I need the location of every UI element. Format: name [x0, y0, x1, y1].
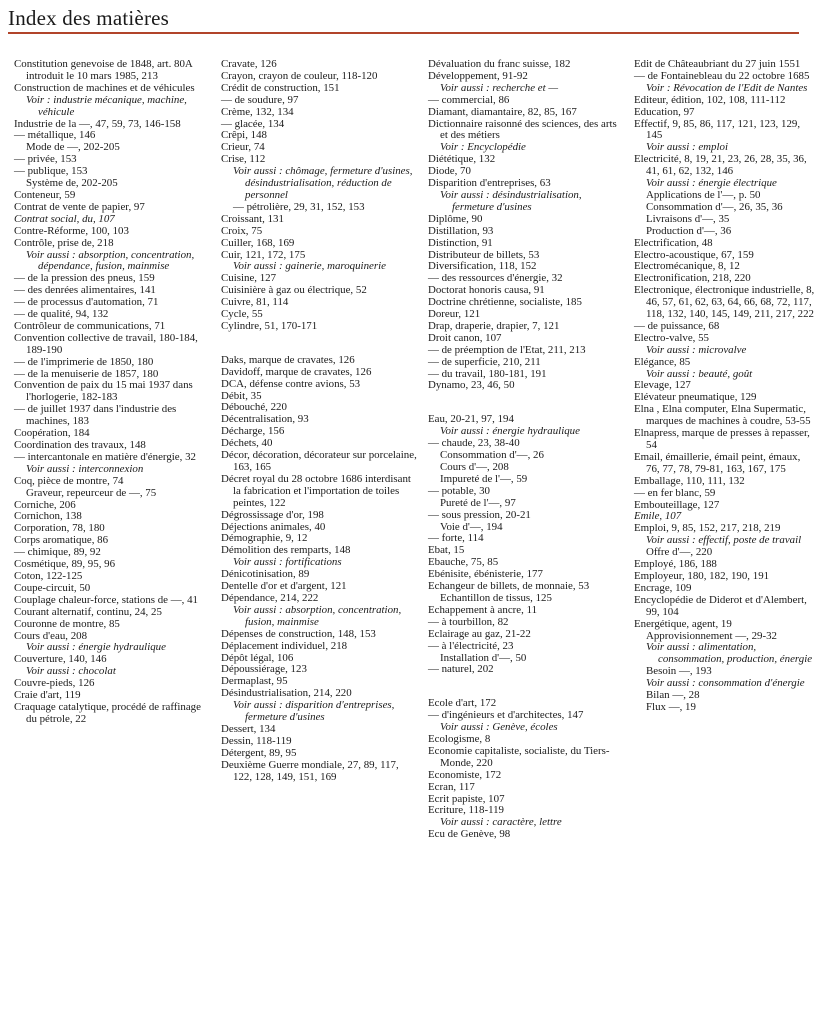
index-entry: Diététique, 132: [428, 153, 496, 166]
index-entry: Diplôme, 90: [428, 212, 483, 225]
index-entry: Dynamo, 23, 46, 50: [428, 379, 515, 392]
index-entry: Débouché, 220: [221, 401, 287, 414]
index-entry: Dépendance, 214, 222: [221, 591, 319, 604]
index-entry: Impureté de l'—, 59: [440, 472, 528, 485]
index-entry: Crème, 132, 134: [221, 105, 294, 118]
index-entry: Email, émaillerie, émail peint, émaux, 76, 77, 78, 79-81, 163, 167, 175: [634, 450, 801, 475]
index-entry: Economie capitaliste, socialiste, du Tiers-Monde, 220: [428, 744, 610, 769]
index-entry: Ecologisme, 8: [428, 733, 491, 746]
index-entry: Embouteillage, 127: [634, 498, 720, 511]
index-cross-reference: Voir aussi : chocolat: [26, 665, 116, 678]
index-entry: Livraisons d'—, 35: [646, 212, 730, 225]
index-entry: Ebat, 15: [428, 544, 465, 557]
index-entry: Encyclopédie de Diderot et d'Alembert, 99, 104: [634, 593, 807, 618]
index-entry: Graveur, repeurceur de —, 75: [26, 486, 157, 499]
index-cross-reference: Voir aussi : interconnexion: [26, 462, 144, 475]
index-entry: Corniche, 206: [14, 498, 76, 511]
index-entry: Installation d'—, 50: [440, 651, 527, 664]
index-entry: Décharge, 156: [221, 425, 285, 438]
index-entry: Eclairage au gaz, 21-22: [428, 627, 531, 640]
index-cross-reference: Voir aussi : chômage, fermeture d'usines, désindustrialisation, réduction de personnel: [233, 165, 413, 201]
index-entry: — en fer blanc, 59: [634, 486, 716, 499]
letter-group-gap: [428, 392, 624, 414]
index-entry: Dépôt légal, 106: [221, 651, 294, 664]
index-entry: Editeur, édition, 102, 108, 111-112: [634, 93, 786, 106]
index-entry: — de la menuiserie de 1857, 180: [14, 367, 159, 380]
index-entry: Désindustrialisation, 214, 220: [221, 687, 352, 700]
index-cross-reference: Voir aussi : effectif, poste de travail: [646, 534, 802, 547]
index-entry: Coupe-circuit, 50: [14, 581, 91, 594]
index-entry: Craquage catalytique, procédé de raffinage du pétrole, 22: [14, 700, 201, 725]
index-entry: Corporation, 78, 180: [14, 522, 105, 535]
index-entry: Croissant, 131: [221, 212, 284, 225]
index-entry: Contrôle, prise de, 218: [14, 236, 114, 249]
index-entry: Industrie de la —, 47, 59, 73, 146-158: [14, 117, 181, 130]
index-entry: Elégance, 85: [634, 355, 691, 368]
index-entry: Système de, 202-205: [26, 177, 118, 190]
index-entry: Démographie, 9, 12: [221, 532, 308, 545]
index-entry: Convention de paix du 15 mai 1937 dans l'horlogerie, 182-183: [14, 379, 193, 404]
page-header: [8, 6, 169, 31]
index-entry: — pétrolière, 29, 31, 152, 153: [233, 200, 365, 213]
index-entry: Craie d'art, 119: [14, 689, 81, 702]
index-entry: Déplacement individuel, 218: [221, 639, 348, 652]
index-entry: Bilan —, 28: [646, 689, 700, 702]
index-entry: Ecole d'art, 172: [428, 697, 497, 710]
index-entry: Ecran, 117: [428, 780, 475, 793]
index-cross-reference: Voir aussi : consommation d'énergie: [646, 677, 805, 690]
index-entry: Coq, pièce de montre, 74: [14, 474, 124, 487]
index-column-2: [221, 59, 417, 783]
index-entry: Echappement à ancre, 11: [428, 603, 538, 616]
index-entry: Cuivre, 81, 114: [221, 296, 289, 309]
index-entry: Dépenses de construction, 148, 153: [221, 627, 376, 640]
index-entry: Pureté de l'—, 97: [440, 496, 516, 509]
index-entry: Electro-acoustique, 67, 159: [634, 248, 754, 261]
index-entry: Electronification, 218, 220: [634, 272, 751, 285]
index-entry: Couplage chaleur-force, stations de —, 41: [14, 593, 198, 606]
index-entry: Crieur, 74: [221, 141, 265, 154]
header-rule: [8, 32, 799, 34]
index-entry: Education, 97: [634, 105, 695, 118]
page-title: Index des matières: [8, 6, 170, 30]
index-entry: Offre d'—, 220: [646, 546, 713, 559]
index-entry: Cuir, 121, 172, 175: [221, 248, 306, 261]
index-cross-reference: Voir aussi : gainerie, maroquinerie: [233, 260, 386, 273]
index-entry: Cylindre, 51, 170-171: [221, 319, 318, 332]
index-entry: Electro-valve, 55: [634, 331, 709, 344]
index-entry: Elevage, 127: [634, 379, 691, 392]
index-entry: — de processus d'automation, 71: [14, 296, 159, 309]
index-entry: Diamant, diamantaire, 82, 85, 167: [428, 105, 577, 118]
index-entry: Encrage, 109: [634, 581, 692, 594]
index-cross-reference: Voir aussi : désindustrialisation, fermeture d'usines: [440, 188, 582, 213]
index-cross-reference: Voir aussi : énergie électrique: [646, 177, 777, 190]
index-cross-reference: Voir aussi : fortifications: [233, 556, 342, 569]
index-cross-reference: Voir aussi : alimentation, consommation, production, énergie: [646, 641, 813, 666]
index-entry: Déjections animales, 40: [221, 520, 326, 533]
index-entry: Besoin —, 193: [646, 665, 712, 678]
index-entry: Cornichon, 138: [14, 510, 82, 523]
index-cross-reference: Voir aussi : caractère, lettre: [440, 816, 562, 829]
index-entry: Construction de machines et de véhicules: [14, 81, 195, 94]
index-entry: DCA, défense contre avions, 53: [221, 377, 361, 390]
index-entry: — naturel, 202: [428, 663, 494, 676]
index-entry: — des denrées alimentaires, 141: [14, 284, 156, 297]
index-entry: Flux —, 19: [646, 700, 696, 713]
index-entry: Effectif, 9, 85, 86, 117, 121, 123, 129, 145: [634, 117, 801, 142]
index-entry: Décor, décoration, décorateur sur porcelaine, 163, 165: [221, 449, 417, 473]
index-entry: — de préemption de l'Etat, 211, 213: [428, 343, 586, 356]
index-entry: Cycle, 55: [221, 308, 263, 321]
index-entry: Economiste, 172: [428, 768, 502, 781]
index-entry: — à tourbillon, 82: [428, 615, 509, 628]
index-entry: Diversification, 118, 152: [428, 260, 537, 273]
index-entry: Deuxième Guerre mondiale, 27, 89, 117, 122, 128, 149, 151, 169: [221, 758, 399, 783]
index-entry: Débit, 35: [221, 389, 262, 402]
index-entry: — de la pression des pneus, 159: [14, 272, 155, 285]
letter-group-gap: [221, 333, 417, 355]
index-entry: — forte, 114: [428, 532, 484, 545]
index-cross-reference: Voir aussi : recherche et —: [440, 81, 559, 94]
index-entry: Crêpi, 148: [221, 129, 267, 142]
index-entry: Energétique, agent, 19: [634, 617, 732, 630]
index-entry: Croix, 75: [221, 224, 263, 237]
index-entry: Droit canon, 107: [428, 331, 502, 344]
index-entry: Détergent, 89, 95: [221, 746, 297, 759]
index-entry: Dermaplast, 95: [221, 675, 288, 688]
index-entry: Production d'—, 36: [646, 224, 732, 237]
index-cross-reference: Voir aussi : absorption, concentration, dépendance, fusion, mainmise: [26, 248, 195, 273]
index-entry: Electricité, 8, 19, 21, 23, 26, 28, 35, 36, 41, 61, 62, 132, 146: [634, 153, 807, 178]
index-entry: Décret royal du 28 octobre 1686 interdisant la fabrication et l'importation de toiles peintes, 122: [221, 472, 411, 509]
index-entry: Distillation, 93: [428, 224, 494, 237]
index-entry: Couvre-pieds, 126: [14, 677, 95, 690]
index-entry: — privée, 153: [14, 153, 77, 166]
index-cross-reference: Voir : Encyclopédie: [440, 141, 526, 154]
index-entry: — sous pression, 20-21: [428, 508, 531, 521]
index-entry: Distributeur de billets, 53: [428, 248, 540, 261]
index-cross-reference: Voir aussi : microvalve: [646, 343, 747, 356]
index-entry: — des ressources d'énergie, 32: [428, 272, 563, 285]
index-entry: Electromécanique, 8, 12: [634, 260, 740, 273]
index-entry: Ecrit papiste, 107: [428, 792, 505, 805]
index-cross-reference: Voir aussi : Genève, écoles: [440, 721, 558, 734]
index-entry: Dessin, 118-119: [221, 734, 292, 747]
index-cross-reference: Voir aussi : absorption, concentration, fusion, mainmise: [233, 603, 402, 628]
index-entry: Applications de l'—, p. 50: [646, 188, 761, 201]
index-entry: Crise, 112: [221, 153, 266, 166]
index-entry: Décentralisation, 93: [221, 413, 309, 426]
index-cross-reference: Voir : industrie mécanique, machine, véhicule: [26, 93, 187, 118]
index-entry: Ebauche, 75, 85: [428, 556, 499, 569]
index-entry: Convention collective de travail, 180-184, 189-190: [14, 331, 198, 356]
index-entry: Doreur, 121: [428, 308, 481, 321]
index-cross-reference: Emile, 107: [634, 510, 682, 523]
index-entry: Diode, 70: [428, 165, 471, 178]
index-entry: Conteneur, 59: [14, 188, 76, 201]
index-entry: Cuiller, 168, 169: [221, 236, 295, 249]
index-entry: — commercial, 86: [428, 93, 510, 106]
index-cross-reference: Voir aussi : énergie hydraulique: [26, 641, 166, 654]
index-entry: Dictionnaire raisonné des sciences, des arts et des métiers: [428, 117, 617, 142]
index-entry: Cuisine, 127: [221, 272, 277, 285]
index-entry: Eau, 20-21, 97, 194: [428, 413, 514, 426]
index-entry: — de Fontainebleau du 22 octobre 1685: [634, 69, 810, 82]
index-entry: Dénicotinisation, 89: [221, 568, 310, 581]
index-entry: Crayon, crayon de couleur, 118-120: [221, 69, 378, 82]
index-entry: — de qualité, 94, 132: [14, 308, 109, 321]
index-entry: Dévaluation du franc suisse, 182: [428, 58, 571, 70]
index-cross-reference: Voir aussi : emploi: [646, 141, 728, 154]
index-entry: Elna , Elna computer, Elna Supermatic, marques de machines à coudre, 53-55: [634, 403, 811, 428]
index-entry: Cours d'—, 208: [440, 461, 509, 473]
index-entry: Daks, marque de cravates, 126: [221, 353, 355, 366]
index-entry: Emploi, 9, 85, 152, 217, 218, 219: [634, 522, 781, 535]
index-entry: Coton, 122-125: [14, 569, 83, 582]
index-entry: — de juillet 1937 dans l'industrie des machines, 183: [14, 403, 177, 428]
index-cross-reference: Contrat social, du, 107: [14, 212, 115, 225]
index-entry: Cravate, 126: [221, 58, 277, 70]
index-entry: Coopération, 184: [14, 427, 90, 440]
index-entry: — glacée, 134: [221, 117, 285, 130]
index-entry: Doctrine chrétienne, socialiste, 185: [428, 296, 582, 309]
index-column-1: [14, 59, 210, 726]
index-column-3: [428, 59, 624, 841]
index-entry: — chimique, 89, 92: [14, 546, 101, 559]
index-entry: Approvisionnement —, 29-32: [646, 629, 777, 642]
index-entry: Echantillon de tissus, 125: [440, 591, 552, 604]
index-entry: Employeur, 180, 182, 190, 191: [634, 569, 770, 582]
index-entry: Contrat de vente de papier, 97: [14, 200, 145, 213]
index-entry: Crédit de construction, 151: [221, 81, 340, 94]
index-entry: Contrôleur de communications, 71: [14, 319, 166, 332]
index-cross-reference: Voir aussi : disparition d'entreprises, fermeture d'usines: [233, 699, 395, 724]
index-entry: — de superficie, 210, 211: [428, 355, 541, 368]
index-entry: Développement, 91-92: [428, 69, 528, 82]
index-entry: Echangeur de billets, de monnaie, 53: [428, 580, 590, 593]
index-entry: Couverture, 140, 146: [14, 653, 107, 666]
index-entry: — intercantonale en matière d'énergie, 32: [14, 450, 196, 463]
index-entry: Emballage, 110, 111, 132: [634, 474, 745, 487]
index-entry: Cosmétique, 89, 95, 96: [14, 558, 116, 571]
index-entry: Ecu de Genève, 98: [428, 828, 511, 841]
index-entry: Elnapress, marque de presses à repasser, 54: [634, 427, 810, 451]
index-entry: Dentelle d'or et d'argent, 121: [221, 580, 347, 593]
index-entry: Employé, 186, 188: [634, 558, 717, 571]
index-entry: Consommation d'—, 26, 35, 36: [646, 200, 783, 213]
index-entry: Consommation d'—, 26: [440, 449, 544, 462]
index-entry: Démolition des remparts, 148: [221, 544, 351, 557]
index-entry: Mode de —, 202-205: [26, 141, 120, 154]
index-cross-reference: Voir aussi : énergie hydraulique: [440, 425, 580, 438]
index-entry: — publique, 153: [14, 165, 88, 178]
index-entry: Davidoff, marque de cravates, 126: [221, 365, 372, 378]
index-entry: Corps aromatique, 86: [14, 534, 109, 547]
index-column-4: [634, 59, 815, 714]
index-entry: Dégrossissage d'or, 198: [221, 508, 324, 521]
index-entry: Elévateur pneumatique, 129: [634, 391, 757, 404]
index-entry: — potable, 30: [428, 484, 491, 497]
index-entry: Ecriture, 118-119: [428, 804, 505, 817]
index-entry: Constitution genevoise de 1848, art. 80A introduit le 10 mars 1985, 213: [14, 58, 193, 82]
index-entry: Drap, draperie, drapier, 7, 121: [428, 319, 560, 332]
index-entry: — d'ingénieurs et d'architectes, 147: [428, 709, 584, 722]
index-entry: — chaude, 23, 38-40: [428, 437, 520, 450]
index-entry: Dépoussiérage, 123: [221, 663, 307, 676]
index-entry: — métallique, 146: [14, 129, 96, 142]
index-entry: — de soudure, 97: [221, 93, 299, 106]
index-entry: Cours d'eau, 208: [14, 629, 88, 642]
index-entry: Electronique, électronique industrielle, 8, 46, 57, 61, 62, 63, 64, 66, 68, 72, 117, 118, 132, 140, 145, 149, 211, 217, 222: [634, 284, 815, 321]
index-entry: Courant alternatif, continu, 24, 25: [14, 605, 162, 618]
index-entry: Couronne de montre, 85: [14, 617, 120, 630]
index-cross-reference: Voir aussi : beauté, goût: [646, 367, 753, 380]
index-cross-reference: Voir : Révocation de l'Edit de Nantes: [646, 81, 808, 94]
index-entry: Ebénisite, ébénisterie, 177: [428, 568, 543, 581]
index-entry: — de puissance, 68: [634, 319, 720, 332]
index-entry: Dessert, 134: [221, 722, 276, 735]
index-entry: Disparition d'entreprises, 63: [428, 177, 551, 190]
index-entry: Voie d'—, 194: [440, 520, 503, 533]
index-entry: — du travail, 180-181, 191: [428, 367, 547, 380]
index-entry: Déchets, 40: [221, 437, 273, 450]
index-entry: Doctorat honoris causa, 91: [428, 284, 545, 297]
letter-group-gap: [428, 676, 624, 698]
index-entry: Cuisinière à gaz ou électrique, 52: [221, 284, 367, 297]
index-entry: — à l'électricité, 23: [428, 639, 514, 652]
index-entry: — de l'imprimerie de 1850, 180: [14, 355, 154, 368]
index-entry: Electrification, 48: [634, 236, 713, 249]
index-entry: Coordination des travaux, 148: [14, 439, 146, 451]
index-entry: Contre-Réforme, 100, 103: [14, 224, 129, 237]
index-entry: Edit de Châteaubriant du 27 juin 1551: [634, 58, 801, 70]
index-entry: Distinction, 91: [428, 236, 493, 249]
